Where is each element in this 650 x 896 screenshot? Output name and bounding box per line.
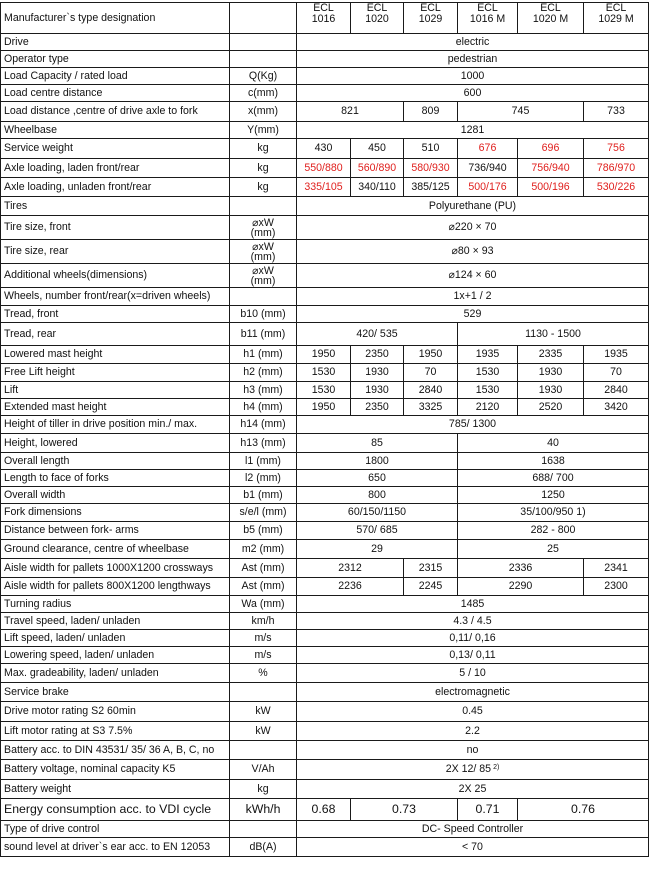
value-cell: 1638: [458, 453, 649, 470]
value-cell: 385/125: [404, 178, 458, 197]
row-label: Battery voltage, nominal capacity K5: [1, 760, 230, 780]
row-unit: h13 (mm): [230, 434, 297, 453]
value-cell: DC- Speed Controller: [297, 821, 649, 838]
value-cell: 2X 25: [297, 780, 649, 799]
row-label: Load distance ,centre of drive axle to fork: [1, 102, 230, 122]
row-label: Distance between fork- arms: [1, 522, 230, 540]
value-cell: 2.2: [297, 722, 649, 741]
value-cell: 1281: [297, 122, 649, 139]
row-label: Height, lowered: [1, 434, 230, 453]
value-cell: 0.73: [351, 799, 458, 821]
value-cell: 676: [458, 139, 518, 159]
footnote-marker: 2): [493, 764, 500, 771]
row-label: Lowered mast height: [1, 346, 230, 364]
value-cell: 2120: [458, 399, 518, 416]
row-unit: b5 (mm): [230, 522, 297, 540]
value-cell: 340/110: [351, 178, 404, 197]
spec-row: [1, 596, 649, 613]
value-cell: 0,11/ 0,16: [297, 630, 649, 647]
value-cell: 2520: [518, 399, 584, 416]
model-header: ECL 1020 M: [518, 3, 584, 34]
row-unit: kW: [230, 722, 297, 741]
spec-row: [1, 741, 649, 760]
value-cell: 510: [404, 139, 458, 159]
spec-row: [1, 487, 649, 504]
value-cell: 500/196: [518, 178, 584, 197]
spec-row: [1, 216, 649, 240]
value-cell: 809: [404, 102, 458, 122]
row-unit: kg: [230, 780, 297, 799]
value-cell: 2840: [584, 382, 649, 399]
row-unit: km/h: [230, 613, 297, 630]
row-unit: b11 (mm): [230, 323, 297, 346]
value-cell: 0.45: [297, 702, 649, 722]
value-cell: 2X 12/ 85 $^{2)}$: [297, 760, 649, 780]
row-label: Battery acc. to DIN 43531/ 35/ 36 A, B, C, no: [1, 741, 230, 760]
value-cell: 736/940: [458, 159, 518, 178]
row-label: Fork dimensions: [1, 504, 230, 522]
value-cell: pedestrian: [297, 51, 649, 68]
row-label: Max. gradeability, laden/ unladen: [1, 664, 230, 683]
value-cell: 1930: [518, 364, 584, 382]
spec-row: [1, 416, 649, 434]
spec-row: [1, 838, 649, 857]
row-unit: l2 (mm): [230, 470, 297, 487]
row-unit: ⌀xW (mm): [230, 264, 297, 288]
value-cell: 1950: [297, 346, 351, 364]
row-label: Lift: [1, 382, 230, 399]
value-cell: 1250: [458, 487, 649, 504]
value-cell: 2312: [297, 559, 404, 578]
row-label: Tires: [1, 197, 230, 216]
row-label: Additional wheels(dimensions): [1, 264, 230, 288]
spec-row: [1, 470, 649, 487]
row-label: Length to face of forks: [1, 470, 230, 487]
value-cell: 2300: [584, 578, 649, 596]
spec-row: [1, 139, 649, 159]
model-header: ECL 1020: [351, 3, 404, 34]
spec-row: [1, 364, 649, 382]
value-cell: 1930: [351, 364, 404, 382]
row-unit: [230, 51, 297, 68]
value-cell: 0,13/ 0,11: [297, 647, 649, 664]
value-cell: 60/150/1150: [297, 504, 458, 522]
value-cell: ⌀80 × 93: [297, 240, 649, 264]
spec-row: [1, 159, 649, 178]
value-cell: 1935: [584, 346, 649, 364]
spec-row: [1, 197, 649, 216]
row-unit: h4 (mm): [230, 399, 297, 416]
value-cell: 35/100/950 1): [458, 504, 649, 522]
row-unit: [230, 683, 297, 702]
row-unit: kg: [230, 178, 297, 197]
value-cell: 2840: [404, 382, 458, 399]
spec-row: [1, 323, 649, 346]
row-unit: kg: [230, 159, 297, 178]
value-cell: 1485: [297, 596, 649, 613]
value-cell: 696: [518, 139, 584, 159]
spec-row: [1, 504, 649, 522]
row-label: Load Capacity / rated load: [1, 68, 230, 85]
value-cell: 0.76: [518, 799, 649, 821]
value-cell: 2350: [351, 399, 404, 416]
row-unit: V/Ah: [230, 760, 297, 780]
value-cell: 1x+1 / 2: [297, 288, 649, 306]
spec-table: [0, 2, 649, 857]
model-header: ECL 1016: [297, 3, 351, 34]
row-unit: %: [230, 664, 297, 683]
row-unit: [230, 821, 297, 838]
value-cell: 2341: [584, 559, 649, 578]
row-unit: ⌀xW (mm): [230, 216, 297, 240]
row-label: Service brake: [1, 683, 230, 702]
value-cell: 1935: [458, 346, 518, 364]
row-unit: [230, 34, 297, 51]
spec-row: [1, 722, 649, 741]
row-unit: s/e/l (mm): [230, 504, 297, 522]
value-cell: 1930: [351, 382, 404, 399]
row-label: Wheelbase: [1, 122, 230, 139]
row-label: Wheels, number front/rear(x=driven wheels): [1, 288, 230, 306]
header-row: [1, 3, 649, 34]
row-unit: m2 (mm): [230, 540, 297, 559]
row-unit: b10 (mm): [230, 306, 297, 323]
value-cell: 756/940: [518, 159, 584, 178]
spec-row: [1, 647, 649, 664]
row-unit: b1 (mm): [230, 487, 297, 504]
spec-row: [1, 399, 649, 416]
spec-row: [1, 51, 649, 68]
value-cell: 560/890: [351, 159, 404, 178]
row-label: Free Lift height: [1, 364, 230, 382]
value-cell: electromagnetic: [297, 683, 649, 702]
value-cell: 821: [297, 102, 404, 122]
value-cell: 2315: [404, 559, 458, 578]
spec-row: [1, 540, 649, 559]
row-unit: l1 (mm): [230, 453, 297, 470]
spec-row: [1, 382, 649, 399]
value-cell: 756: [584, 139, 649, 159]
value-cell: 430: [297, 139, 351, 159]
spec-table-body: [1, 3, 649, 857]
spec-row: [1, 85, 649, 102]
row-label: sound level at driver`s ear acc. to EN 12053: [1, 838, 230, 857]
value-cell: 85: [297, 434, 458, 453]
value-cell: 2290: [458, 578, 584, 596]
value-cell: 420/ 535: [297, 323, 458, 346]
spec-row: [1, 264, 649, 288]
row-unit: [230, 288, 297, 306]
spec-row: [1, 306, 649, 323]
value-cell: 1000: [297, 68, 649, 85]
value-cell: Polyurethane (PU): [297, 197, 649, 216]
spec-row: [1, 664, 649, 683]
value-cell: 5 / 10: [297, 664, 649, 683]
value-cell: 600: [297, 85, 649, 102]
spec-row: [1, 630, 649, 647]
value-cell: 550/880: [297, 159, 351, 178]
spec-row: [1, 288, 649, 306]
value-cell: 1950: [297, 399, 351, 416]
value-cell: 570/ 685: [297, 522, 458, 540]
spec-row: [1, 68, 649, 85]
row-label: Aisle width for pallets 1000X1200 crossways: [1, 559, 230, 578]
value-cell: 0.71: [458, 799, 518, 821]
value-cell: 2336: [458, 559, 584, 578]
row-label: Tread, front: [1, 306, 230, 323]
value-cell: < 70: [297, 838, 649, 857]
row-unit: kg: [230, 139, 297, 159]
value-cell: 530/226: [584, 178, 649, 197]
row-unit: kWh/h: [230, 799, 297, 821]
row-label: Drive: [1, 34, 230, 51]
value-cell: 529: [297, 306, 649, 323]
row-label: Lift motor rating at S3 7.5%: [1, 722, 230, 741]
row-label: Tread, rear: [1, 323, 230, 346]
row-label: Tire size, rear: [1, 240, 230, 264]
value-cell: 1800: [297, 453, 458, 470]
spec-row: [1, 799, 649, 821]
value-cell: 2335: [518, 346, 584, 364]
value-cell: 785/ 1300: [297, 416, 649, 434]
value-cell: 1530: [297, 382, 351, 399]
value-cell: 2245: [404, 578, 458, 596]
row-label: Battery weight: [1, 780, 230, 799]
value-cell: ⌀220 × 70: [297, 216, 649, 240]
value-cell: 786/970: [584, 159, 649, 178]
row-label: Overall length: [1, 453, 230, 470]
row-label: Type of drive control: [1, 821, 230, 838]
spec-row: [1, 613, 649, 630]
model-header: ECL 1029 M: [584, 3, 649, 34]
row-label: Energy consumption acc. to VDI cycle: [1, 799, 230, 821]
row-unit: [230, 741, 297, 760]
row-label: Lowering speed, laden/ unladen: [1, 647, 230, 664]
spec-row: [1, 559, 649, 578]
row-unit: m/s: [230, 647, 297, 664]
value-cell: 688/ 700: [458, 470, 649, 487]
spec-row: [1, 434, 649, 453]
spec-row: [1, 453, 649, 470]
value-cell: 1530: [458, 382, 518, 399]
row-unit: h1 (mm): [230, 346, 297, 364]
row-label: Tire size, front: [1, 216, 230, 240]
row-label: Height of tiller in drive position min./ max.: [1, 416, 230, 434]
value-cell: 1530: [458, 364, 518, 382]
row-label: Ground clearance, centre of wheelbase: [1, 540, 230, 559]
spec-row: [1, 683, 649, 702]
row-unit: Ast (mm): [230, 578, 297, 596]
value-cell: 580/930: [404, 159, 458, 178]
value-cell: 745: [458, 102, 584, 122]
spec-row: [1, 122, 649, 139]
model-header: ECL 1016 M: [458, 3, 518, 34]
row-unit: h14 (mm): [230, 416, 297, 434]
value-cell: 450: [351, 139, 404, 159]
value-cell: 733: [584, 102, 649, 122]
spec-row: [1, 240, 649, 264]
row-unit: Q(Kg): [230, 68, 297, 85]
row-label: Aisle width for pallets 800X1200 lengthways: [1, 578, 230, 596]
spec-row: [1, 34, 649, 51]
row-unit: dB(A): [230, 838, 297, 857]
spec-row: [1, 522, 649, 540]
row-label: Travel speed, laden/ unladen: [1, 613, 230, 630]
value-cell: 2350: [351, 346, 404, 364]
spec-row: [1, 578, 649, 596]
value-cell: 4.3 / 4.5: [297, 613, 649, 630]
row-unit: [230, 197, 297, 216]
row-label: Lift speed, laden/ unladen: [1, 630, 230, 647]
value-cell: no: [297, 741, 649, 760]
row-unit: ⌀xW (mm): [230, 240, 297, 264]
value-cell: ⌀124 × 60: [297, 264, 649, 288]
row-label: Operator type: [1, 51, 230, 68]
spec-row: [1, 821, 649, 838]
value-cell: 800: [297, 487, 458, 504]
row-label: Drive motor rating S2 60min: [1, 702, 230, 722]
row-unit: Y(mm): [230, 122, 297, 139]
value-cell: 282 - 800: [458, 522, 649, 540]
value-cell: 70: [584, 364, 649, 382]
value-cell: electric: [297, 34, 649, 51]
value-cell: 1530: [297, 364, 351, 382]
row-unit: m/s: [230, 630, 297, 647]
row-unit: Ast (mm): [230, 559, 297, 578]
row-unit: Wa (mm): [230, 596, 297, 613]
value-cell: 1950: [404, 346, 458, 364]
designation-label: Manufacturer`s type designation: [1, 3, 230, 34]
value-cell: 25: [458, 540, 649, 559]
value-cell: 3420: [584, 399, 649, 416]
spec-row: [1, 760, 649, 780]
row-unit: kW: [230, 702, 297, 722]
value-cell: 335/105: [297, 178, 351, 197]
row-label: Extended mast height: [1, 399, 230, 416]
value-cell: 650: [297, 470, 458, 487]
spec-row: [1, 178, 649, 197]
row-label: Axle loading, unladen front/rear: [1, 178, 230, 197]
spec-row: [1, 102, 649, 122]
row-label: Overall width: [1, 487, 230, 504]
row-unit: h2 (mm): [230, 364, 297, 382]
value-cell: 500/176: [458, 178, 518, 197]
spec-row: [1, 780, 649, 799]
spec-row: [1, 702, 649, 722]
model-header: ECL 1029: [404, 3, 458, 34]
row-unit: h3 (mm): [230, 382, 297, 399]
spec-row: [1, 346, 649, 364]
value-cell: 70: [404, 364, 458, 382]
header-unit-cell: [230, 3, 297, 34]
value-cell: 29: [297, 540, 458, 559]
row-label: Service weight: [1, 139, 230, 159]
row-unit: x(mm): [230, 102, 297, 122]
row-label: Load centre distance: [1, 85, 230, 102]
row-label: Turning radius: [1, 596, 230, 613]
value-cell: 1130 - 1500: [458, 323, 649, 346]
row-label: Axle loading, laden front/rear: [1, 159, 230, 178]
value-cell: 2236: [297, 578, 404, 596]
value-cell: 0.68: [297, 799, 351, 821]
value-cell: 40: [458, 434, 649, 453]
value-cell: 3325: [404, 399, 458, 416]
row-unit: c(mm): [230, 85, 297, 102]
value-cell: 1930: [518, 382, 584, 399]
